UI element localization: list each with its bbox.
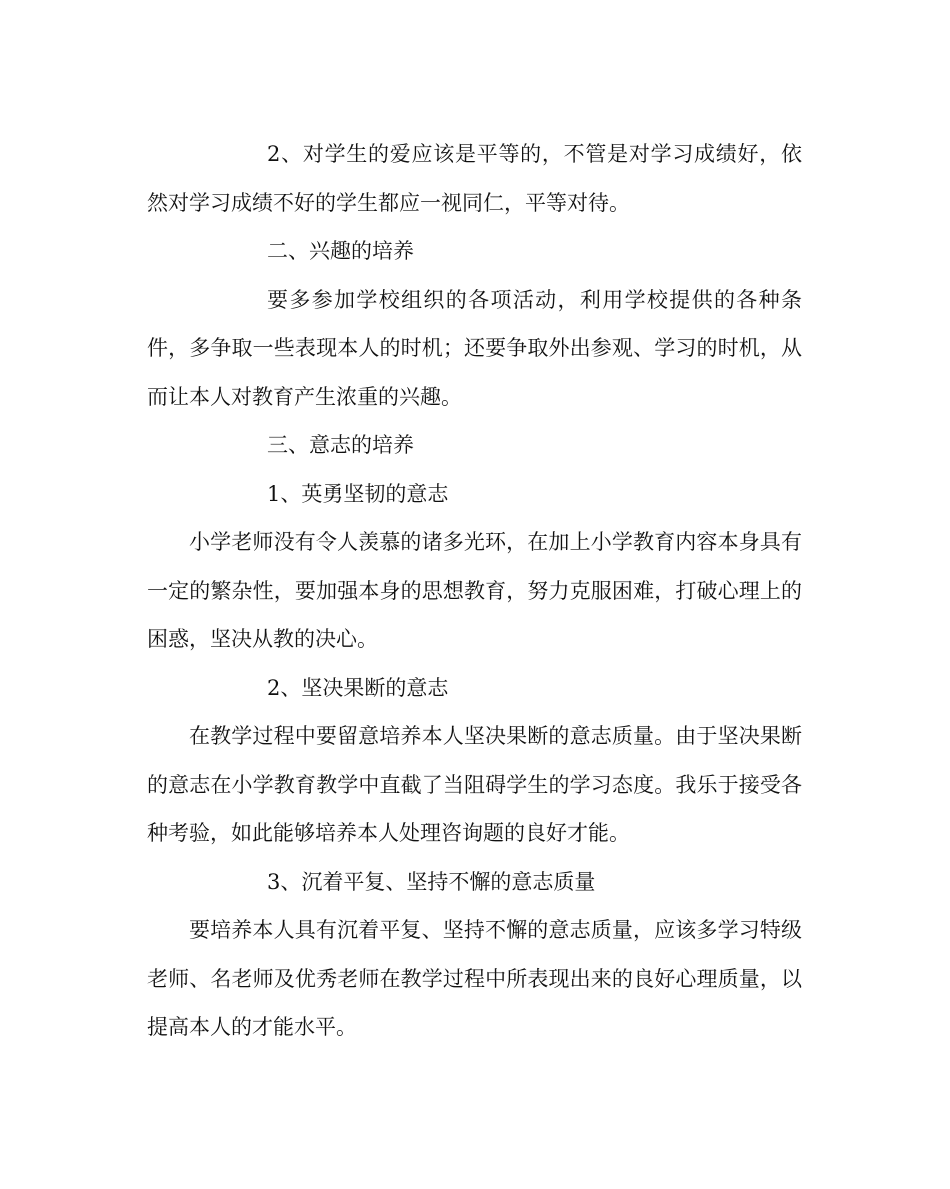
paragraph-school-activities: 要多参加学校组织的各项活动，利用学校提供的各种条件，多争取一些表现本人的时机；还要争取外出参观、学习的时机，从而让本人对教育产生浓重的兴趣。: [147, 287, 802, 409]
heading-will-cultivation: 三、意志的培养: [267, 433, 414, 457]
paragraph-decisive-quality: 在教学过程中要留意培养本人坚决果断的意志质量。由于坚决果断的意志在小学教育教学中直截了当阻碍学生的学习态度。我乐于接受各种考验，如此能够培养本人处理咨询题的良好才能。: [147, 724, 802, 845]
subheading-decisive-will: 2、坚决果断的意志: [267, 675, 449, 700]
paragraph-learn-from-teachers: 要培养本人具有沉着平复、坚持不懈的意志质量，应该多学习特级老师、名老师及优秀老师在教学过程中所表现出来的良好心理质量，以提高本人的才能水平。: [147, 918, 802, 1039]
heading-interest-cultivation: 二、兴趣的培养: [267, 239, 414, 263]
subheading-persistent-will: 3、沉着平复、坚持不懈的意志质量: [267, 869, 596, 894]
subheading-brave-will: 1、英勇坚韧的意志: [267, 481, 449, 506]
paragraph-equal-love: 2、对学生的爱应该是平等的，不管是对学习成绩好，依然对学习成绩不好的学生都应一视同仁，平等对待。: [147, 142, 802, 215]
document-body: [147, 130, 802, 1052]
paragraph-primary-teacher: 小学老师没有令人羡慕的诸多光环，在加上小学教育内容本身具有一定的繁杂性，要加强本身的思想教育，努力克服困难，打破心理上的困惑，坚决从教的决心。: [147, 530, 802, 651]
